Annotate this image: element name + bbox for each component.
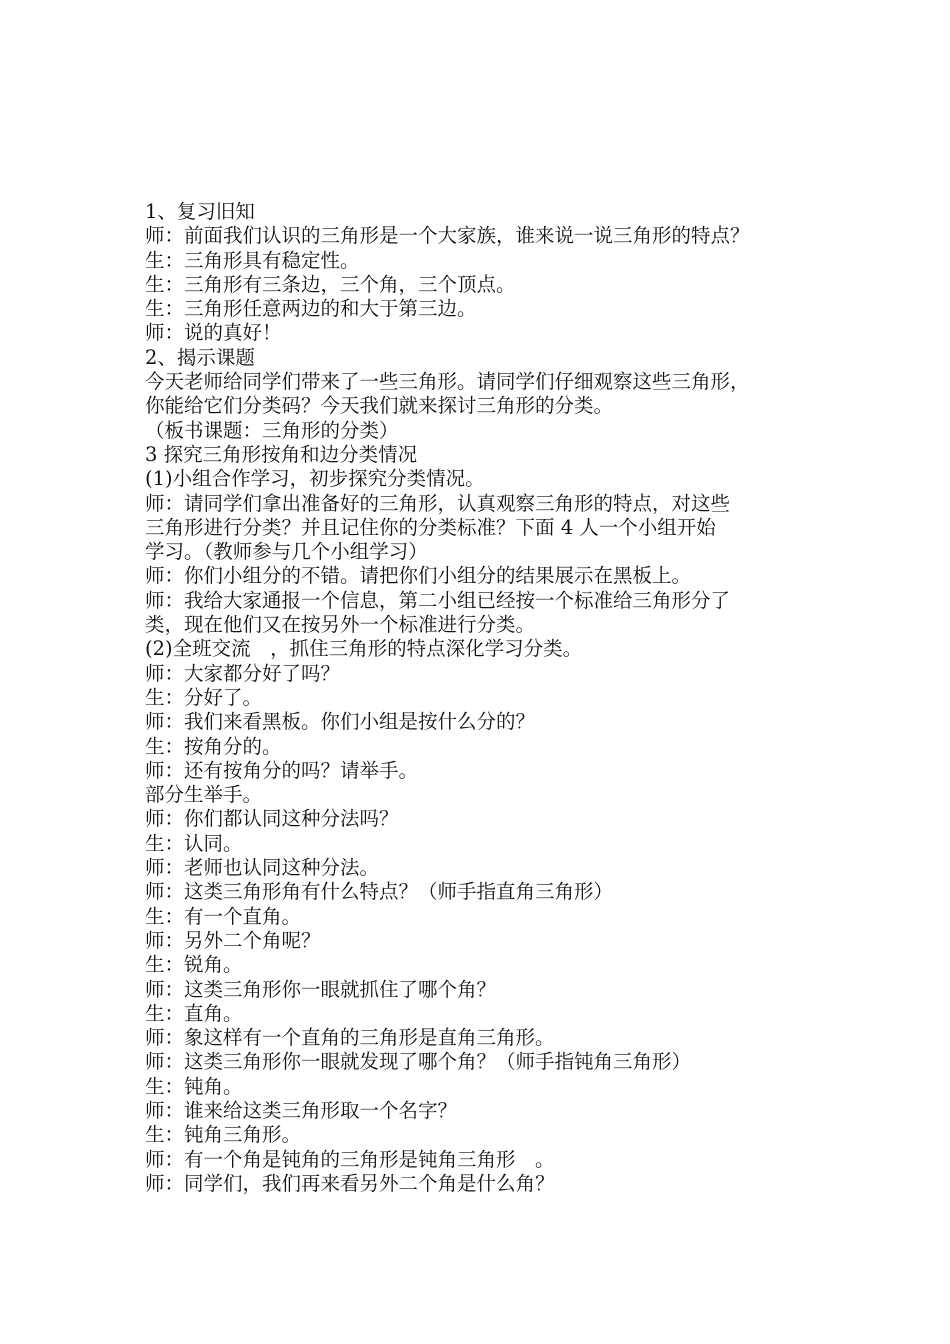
text-line: 师：说的真好！ [145, 321, 282, 345]
lesson-transcript [145, 200, 835, 1196]
text-line: 师：这类三角形你一眼就抓住了哪个角？ [145, 977, 497, 1001]
text-line: 师：大家都分好了吗？ [145, 661, 341, 685]
text-line: 3 探究三角形按角和边分类情况 [145, 442, 418, 466]
text-line: 生：分好了。 [145, 685, 263, 709]
text-line: 生：钝角三角形。 [145, 1123, 302, 1147]
text-line: 师：有一个角是钝角的三角形是钝角三角形 。 [145, 1147, 555, 1171]
text-line: 今天老师给同学们带来了一些三角形。请同学们仔细观察这些三角形， [145, 370, 750, 394]
text-line: 师：前面我们认识的三角形是一个大家族，谁来说一说三角形的特点？ [145, 224, 750, 248]
text-line: 师：这类三角形你一眼就发现了哪个角？（师手指钝角三角形） [145, 1050, 692, 1074]
text-line: 师：我们来看黑板。你们小组是按什么分的？ [145, 710, 536, 734]
text-line: 生：认同。 [145, 831, 243, 855]
text-line: 生：三角形任意两边的和大于第三边。 [145, 297, 477, 321]
text-line: 师：请同学们拿出准备好的三角形，认真观察三角形的特点，对这些 [145, 491, 731, 515]
text-line: 类，现在他们又在按另外一个标准进行分类。 [145, 613, 536, 637]
text-line: 师：谁来给这类三角形取一个名字？ [145, 1098, 458, 1122]
text-line: （板书课题：三角形的分类） [145, 418, 399, 442]
text-line: 师：这类三角形角有什么特点？（师手指直角三角形） [145, 880, 614, 904]
text-line: 师：你们都认同这种分法吗？ [145, 807, 399, 831]
text-line: 生：按角分的。 [145, 734, 282, 758]
text-line: 师：老师也认同这种分法。 [145, 856, 380, 880]
text-line: 生：有一个直角。 [145, 904, 302, 928]
text-line: 生：直角。 [145, 1001, 243, 1025]
text-line: 师：你们小组分的不错。请把你们小组分的结果展示在黑板上。 [145, 564, 692, 588]
text-line: 生：锐角。 [145, 953, 243, 977]
text-line: 师：同学们，我们再来看另外二个角是什么角？ [145, 1171, 555, 1195]
text-line: 生：钝角。 [145, 1074, 243, 1098]
text-line: 生：三角形具有稳定性。 [145, 248, 360, 272]
text-line: 部分生举手。 [145, 783, 263, 807]
text-line: (2)全班交流 ，抓住三角形的特点深化学习分类。 [145, 637, 583, 661]
text-line: 师：另外二个角呢？ [145, 928, 321, 952]
text-line: 师：还有按角分的吗？请举手。 [145, 758, 419, 782]
text-line: 2、揭示课题 [145, 345, 255, 369]
text-line: 师：象这样有一个直角的三角形是直角三角形。 [145, 1026, 555, 1050]
text-line: 1、复习旧知 [145, 200, 255, 223]
text-line: (1)小组合作学习，初步探究分类情况。 [145, 467, 485, 491]
text-line: 师：我给大家通报一个信息，第二小组已经按一个标准给三角形分了 [145, 588, 731, 612]
text-line: 你能给它们分类码？今天我们就来探讨三角形的分类。 [145, 394, 614, 418]
text-line: 生：三角形有三条边，三个角，三个顶点。 [145, 272, 516, 296]
text-line: 三角形进行分类？并且记住你的分类标准？下面 4 人一个小组开始 [145, 515, 716, 539]
text-line: 学习。（教师参与几个小组学习） [145, 540, 428, 564]
